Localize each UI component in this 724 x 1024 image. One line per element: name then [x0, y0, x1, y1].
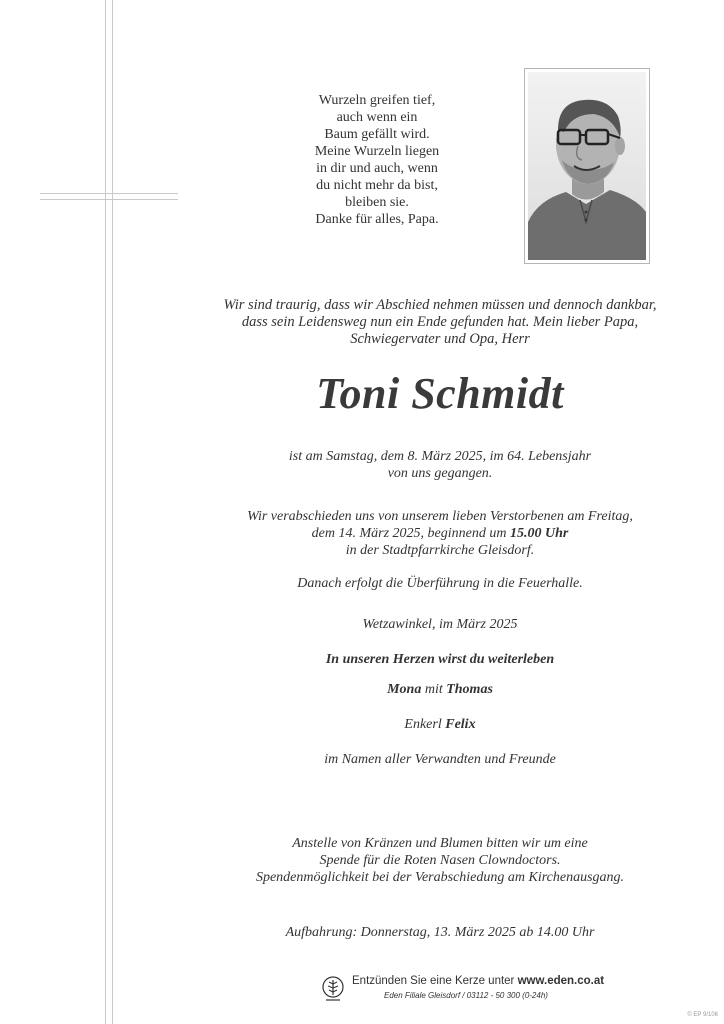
poem-line: du nicht mehr da bist, [316, 178, 438, 193]
enkel-label: Enkerl [404, 717, 446, 732]
poem-line: in dir und auch, wenn [316, 161, 438, 176]
death-notice [160, 448, 720, 482]
deceased-name: Toni Schmidt [316, 369, 564, 418]
donation-line: Spende für die Roten Nasen Clowndoctors. [319, 853, 561, 868]
intro-line: Wir sind traurig, dass wir Abschied nehmen müssen und dennoch dankbar, [223, 297, 657, 313]
place-date: Wetzawinkel, im März 2025 [362, 617, 518, 632]
poem-line: auch wenn ein [336, 110, 418, 125]
farewell-line: in der Stadtpfarrkirche Gleisdorf. [345, 543, 535, 558]
death-notice-line: ist am Samstag, dem 8. März 2025, im 64. Lebensjahr [288, 449, 592, 464]
mourner-felix: Felix [445, 717, 476, 732]
mourner-thomas: Thomas [446, 682, 493, 697]
cross-horizontal-top [40, 193, 178, 194]
farewell-text [160, 508, 720, 559]
poem [282, 92, 472, 228]
intro-line: dass sein Leidensweg nun ein Ende gefunden hat. Mein lieber Papa, [241, 314, 639, 330]
farewell-time: 15.00 Uhr [509, 526, 569, 541]
candle-text: Entzünden Sie eine Kerze unter [352, 975, 518, 987]
poem-line: bleiben sie. [345, 195, 409, 210]
farewell-date: dem 14. März 2025, beginnend um [311, 526, 510, 541]
cross-vertical-right [112, 0, 113, 1024]
mourner-children [160, 682, 720, 698]
poem-line: Baum gefällt wird. [324, 127, 430, 142]
viewing-info: Aufbahrung: Donnerstag, 13. März 2025 ab 14.00 Uhr [285, 925, 595, 940]
intro-text [160, 297, 720, 348]
portrait-image [528, 72, 646, 260]
farewell-line [160, 525, 720, 542]
eden-leaf-logo-icon [322, 976, 344, 1002]
relatives-line: im Namen aller Verwandten und Freunde [324, 752, 556, 767]
death-notice-line: von uns gegangen. [387, 466, 493, 481]
transfer-text: Danach erfolgt die Überführung in die Feuerhalle. [297, 576, 583, 591]
mourner-mona: Mona [387, 682, 422, 697]
branch-info: Eden Filiale Gleisdorf / 03112 - 50 300 (0-24h) [384, 991, 548, 1000]
mourner-grandchild [160, 717, 720, 733]
poem-line: Wurzeln greifen tief, [318, 93, 436, 108]
poem-line: Meine Wurzeln liegen [314, 144, 440, 159]
cross-vertical-left [105, 0, 106, 1024]
corner-code: © EP 9/106 [687, 1012, 718, 1018]
candle-line [352, 975, 604, 987]
portrait-photo [524, 68, 650, 264]
donation-line: Anstelle von Kränzen und Blumen bitten wir um eine [292, 836, 588, 851]
donation-text [160, 835, 720, 886]
intro-line: Schwiegervater und Opa, Herr [350, 331, 530, 347]
cross-horizontal-bottom [40, 199, 178, 200]
hearts-line: In unseren Herzen wirst du weiterleben [325, 652, 555, 667]
poem-line: Danke für alles, Papa. [315, 212, 439, 227]
farewell-line: Wir verabschieden uns von unserem lieben Verstorbenen am Freitag, [247, 509, 633, 524]
footer [322, 975, 605, 1003]
website-link[interactable]: www.eden.co.at [517, 975, 605, 987]
mourner-with: mit [421, 682, 447, 697]
donation-line: Spendenmöglichkeit bei der Verabschiedung am Kirchenausgang. [255, 870, 625, 885]
